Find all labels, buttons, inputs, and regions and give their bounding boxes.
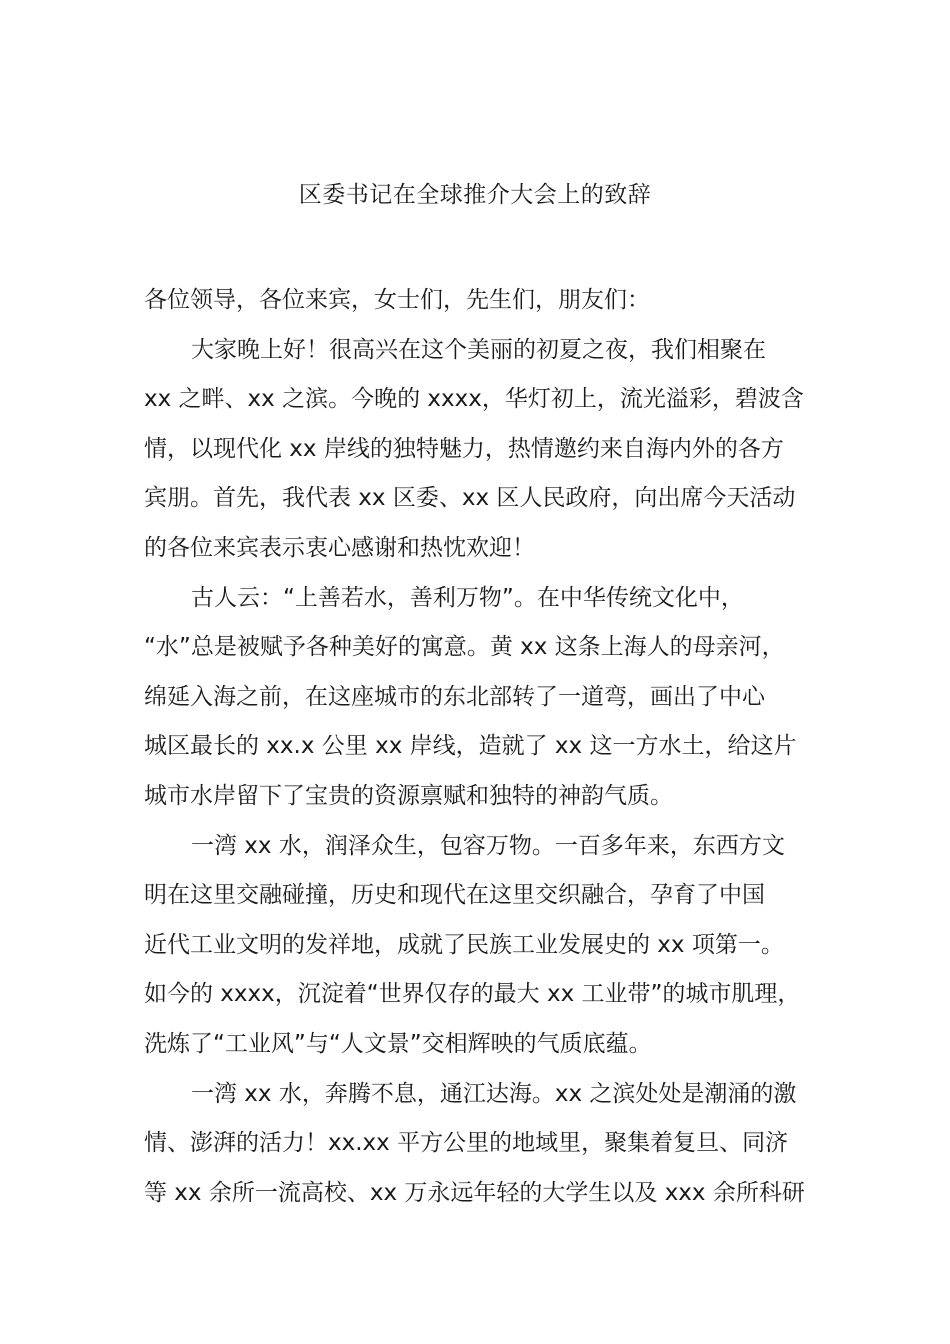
- text-line: 宾朋。首先，我代表 xx 区委、xx 区人民政府，向出席今天活动: [144, 485, 796, 512]
- text-line: 近代工业文明的发祥地，成就了民族工业发展史的 xx 项第一。: [144, 931, 784, 958]
- text-line: 洗炼了“工业风”与“人文景”交相辉映的气质底蕴。: [144, 1030, 652, 1057]
- text-line: 明在这里交融碰撞，历史和现代在这里交织融合，孕育了中国: [144, 882, 765, 909]
- text-line: 大家晚上好！很高兴在这个美丽的初夏之夜，我们相聚在: [191, 336, 766, 363]
- text-line: 各位领导，各位来宾，女士们，先生们，朋友们：: [144, 287, 650, 313]
- text-line: 绵延入海之前，在这座城市的东北部转了一道弯，画出了中心: [144, 683, 765, 710]
- text-line: “水”总是被赋予各种美好的寓意。黄 xx 这条上海人的母亲河，: [144, 634, 785, 661]
- text-line: 如今的 xxxx，沉淀着“世界仅存的最大 xx 工业带”的城市肌理，: [144, 981, 801, 1008]
- document-body: [144, 276, 824, 1218]
- text-line: 城市水岸留下了宝贵的资源禀赋和独特的神韵气质。: [144, 782, 673, 809]
- document-title: 区委书记在全球推介大会上的致辞: [298, 182, 652, 208]
- text-line: 古人云：“上善若水，善利万物”。在中华传统文化中，: [191, 584, 744, 611]
- text-line: 一湾 xx 水，奔腾不息，通江达海。xx 之滨处处是潮涌的激: [191, 1080, 797, 1107]
- text-line: 等 xx 余所一流高校、xx 万永远年轻的大学生以及 xxx 余所科研: [144, 1179, 805, 1206]
- text-line: 城区最长的 xx.x 公里 xx 岸线，造就了 xx 这一方水土，给这片: [144, 733, 797, 760]
- text-line: 情，以现代化 xx 岸线的独特魅力，热情邀约来自海内外的各方: [144, 435, 784, 462]
- text-line: 情、澎湃的活力！xx.xx 平方公里的地域里，聚集着复旦、同济: [144, 1130, 789, 1157]
- text-line: 的各位来宾表示衷心感谢和热忱欢迎！: [144, 534, 535, 561]
- text-line: 一湾 xx 水，润泽众生，包容万物。一百多年来，东西方文: [191, 832, 785, 859]
- text-line: xx 之畔、xx 之滨。今晚的 xxxx，华灯初上，流光溢彩，碧波含: [144, 386, 804, 413]
